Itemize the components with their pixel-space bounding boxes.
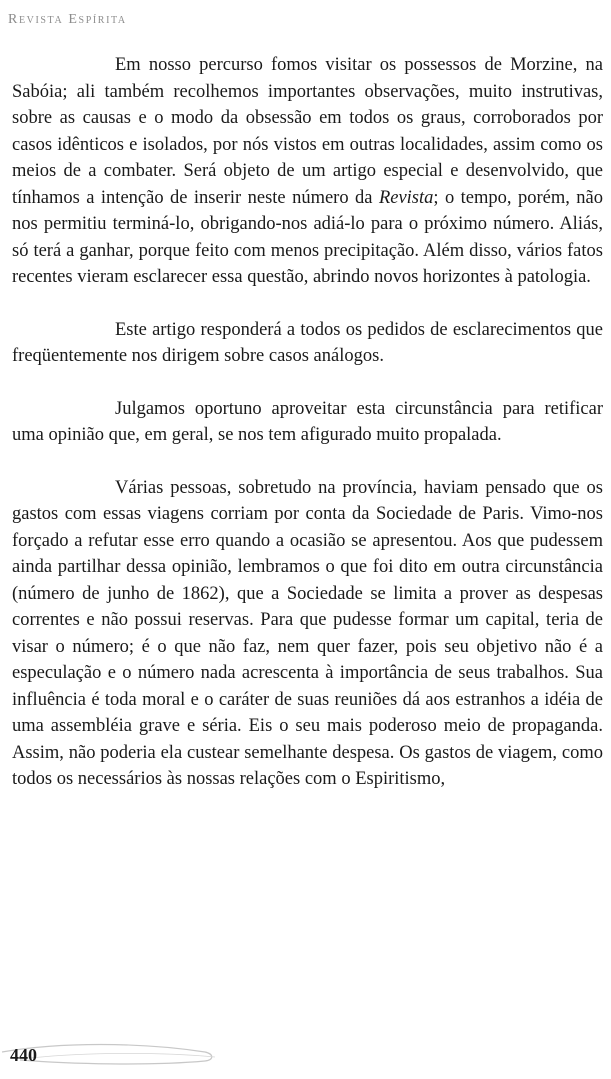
paragraph-travel-expenses: Várias pessoas, sobretudo na província, haviam pensado que os gastos com essas viagens corriam por conta da Sociedade de Paris. Vimo-nos forçado a refutar esse erro quando a ocasião se apresentou. Aos que pudessem ainda partilhar dessa opinião, lembramos o que foi dito em outra circunstância (número de junho de 1862), que a Sociedade se limita a prover as despesas correntes e não possui reservas. Para que pudesse formar um capital, teria de visar o número; é o que não faz, nem quer fazer, pois seu objetivo não é a especulação e o número nada acrescenta à importância de seus trabalhos. Sua influência é toda moral e o caráter de suas reuniões dá aos estranhos a idéia de uma assembléia grave e séria. Eis o seu mais poderoso meio de propaganda. Assim, não poderia ela custear semelhante despesa. Os gastos de viagem, como todos os necessários às nossas relações com o Espiritismo,: [12, 477, 603, 789]
paragraph-morzine-visit: [12, 52, 603, 291]
journal-title-italic: Revista: [378, 187, 434, 208]
running-header: Revista Espírita: [8, 12, 127, 27]
page-number: 440: [10, 1045, 37, 1065]
paragraph-article-responds: Este artigo responderá a todos os pedidos de esclarecimentos que freqüentemente nos dirigem sobre casos análogos.: [12, 319, 603, 366]
page-body: [12, 52, 603, 819]
paragraph-text: Em nosso percurso fomos visitar os possessos de Morzine, na Sabóia; ali também recolhemos importantes observações, muito instrutivas, sobre as causas e o modo da obsessão em todos os graus, corroborados por casos idênticos e isolados, por nós vistos em outras localidades, assim como os meios de a combater. Será objeto de um artigo especial e desenvolvido, que tínhamos a intenção de inserir neste número da: [12, 55, 603, 208]
paragraph-rectify-opinion: Julgamos oportuno aproveitar esta circunstância para retificar uma opinião que, em geral, se nos tem afigurado muito propalada.: [12, 398, 603, 445]
paragraph-text: ; o tempo, porém, não nos permitiu terminá-lo, obrigando-nos adiá-lo para o próximo número. Aliás, só terá a ganhar, porque feito com menos precipitação. Além disso, vários fatos recentes vieram esclarecer essa questão, abrindo novos horizontes à patologia.: [12, 187, 603, 287]
